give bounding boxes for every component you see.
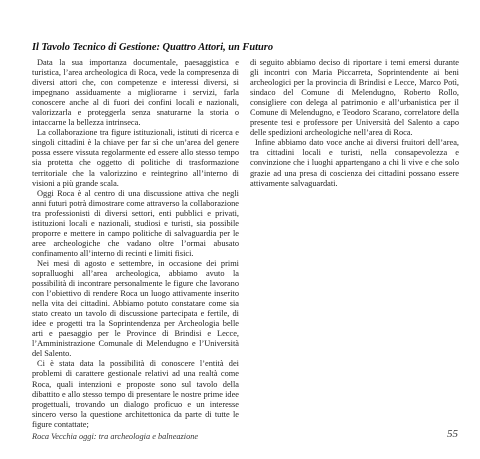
paragraph: Nei mesi di agosto e settembre, in occasione dei primi sopralluoghi all’area archeologica, abbiamo avuto la possibilità di incontrare personalmente le figure che lavorano con l’obiettivo di rendere Roca un luogo attivamente inserito nella vita dei cittadini. Abbiamo potuto constatare come sia stato creato un tavolo di discussione partecipata e fertile, di idee e progetti tra la Soprintendenza per Archeologia belle arti e paesaggio per le Province di Brindisi e Lecce, l’Amministrazione Comunale di Melendugno e l’Università del Salento.	[32, 258, 239, 359]
paragraph: di seguito abbiamo deciso di riportare i temi emersi durante gli incontri con Maria Piccarreta, Soprintendente ai beni archeologici per la provincia di Brindisi e Lecce, Marco Potì, sindaco del Comune di Melendugno, Roberto Rollo, consigliere con delega al patrimonio e all’urbanistica per il Comune di Melendugno, e Teodoro Scarano, correlatore della presente tesi e professore per Università del Salento a capo delle spedizioni archeologiche nell’area di Roca.	[250, 58, 459, 138]
paragraph: Data la sua importanza documentale, paesaggistica e turistica, l’area archeologica di Roca, vede la compresenza di diversi attori che, con competenze e interessi diversi, si impegnano assiduamente a migliorarne i servizi, farla conoscere anche al di fuori dei confini locali e nazionali, valorizzarla e proteggerla senza snaturarne la storia o intaccarne la bellezza intrinseca.	[32, 58, 239, 128]
left-column	[32, 58, 239, 430]
paragraph: Ci è stata data la possibilità di conoscere l’entità dei problemi di carattere gestionale relativi ad una realtà come Roca, quali intenzioni e proposte sono sul tavolo della dibattito e allo stesso tempo di presentare le nostre prime idee progettuali, trovando un dialogo proficuo e un interesse sincero verso la questione architettonica da parte di tutte le figure contattate;	[32, 359, 239, 429]
section-heading: Il Tavolo Tecnico di Gestione: Quattro Attori, un Futuro	[32, 42, 274, 53]
right-column	[250, 58, 459, 189]
paragraph: Oggi Roca è al centro di una discussione attiva che negli anni futuri potrà dimostrare come attraverso la collaborazione tra professionisti di diversi settori, enti pubblici e privati, istituzioni locali e nazionali, studiosi e turisti, sia possibile proporre e mettere in campo politiche di salvaguardia per le aree archeologiche che vadano oltre l’ormai abusato confinamento all’interno di recinti e limiti fisici.	[32, 188, 239, 258]
paragraph: Infine abbiamo dato voce anche ai diversi fruitori dell’area, tra cittadini locali e turisti, nella consapevolezza e convinzione che i luoghi appartengano a chi li vive e che solo grazie ad una presa di coscienza dei cittadini possano essere attivamente salvaguardati.	[250, 138, 459, 188]
running-footer-title: Roca Vecchia oggi: tra archeologia e balneazione	[32, 432, 199, 441]
paragraph: La collaborazione tra figure istituzionali, istituti di ricerca e singoli cittadini è la chiave per far sì che un’area del genere possa essere vissuta regolarmente ed essere allo stesso tempo sia protetta che oggetto di politiche di trasformazione territoriale che la valorizzino e reintegrino all’interno di visioni a più grande scala.	[32, 128, 239, 188]
page-number: 55	[447, 428, 458, 440]
